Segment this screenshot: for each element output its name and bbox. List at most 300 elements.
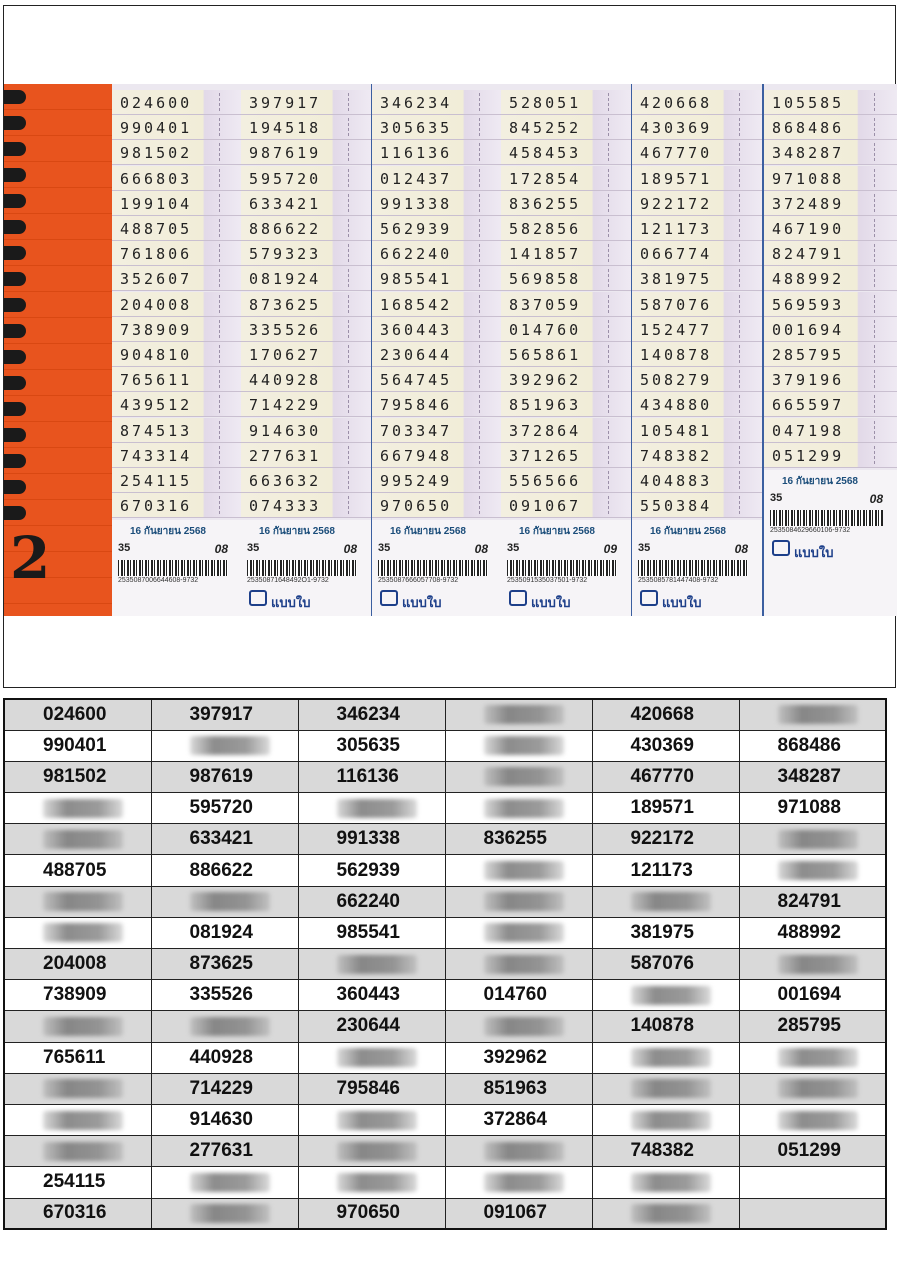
ticket-stub: [479, 471, 494, 489]
ticket-stub: [739, 395, 754, 413]
table-cell: [298, 949, 445, 980]
ticket-stub: [608, 395, 623, 413]
draw-date: 16 กันยายน 2568: [390, 526, 466, 538]
table-cell: [739, 730, 886, 761]
ticket: [241, 115, 371, 140]
ticket: [241, 292, 371, 317]
ticket-number: 360443: [380, 320, 453, 339]
ticket-number: 372864: [509, 421, 582, 440]
table-cell: [445, 730, 592, 761]
table-cell: [151, 1198, 298, 1229]
ticket-stub: [739, 496, 754, 514]
table-cell: [4, 886, 151, 917]
ticket-number: 874513: [120, 421, 193, 440]
ticket-stub: [219, 345, 234, 363]
table-cell: [592, 1011, 739, 1042]
table-cell: [592, 1042, 739, 1073]
ticket-number: 748382: [630, 1140, 694, 1162]
table-cell: [4, 824, 151, 855]
ticket: [632, 418, 762, 443]
table-cell: [739, 1198, 886, 1229]
cover-number-two: 2: [10, 524, 51, 592]
ticket-stub: [608, 143, 623, 161]
blurred-number: [484, 1017, 564, 1036]
ticket-number: 105585: [772, 94, 845, 112]
ticket-number: 662240: [336, 890, 400, 912]
barcode-number: 2535091535037501-9732: [507, 577, 588, 585]
cover-ribbon-knot: [4, 116, 26, 130]
table-cell: [4, 793, 151, 824]
series-number: 35: [378, 542, 391, 555]
barcode: [247, 560, 357, 576]
table-cell: [445, 761, 592, 792]
table-cell: [592, 855, 739, 886]
ticket: [501, 342, 631, 367]
barcode: [118, 560, 228, 576]
table-cell: [4, 1073, 151, 1104]
ticket-stub: [219, 446, 234, 464]
set-number: 08: [474, 542, 488, 557]
cover-ribbon-knot: [4, 246, 26, 260]
ticket-number: 440928: [249, 371, 322, 390]
ticket: [241, 493, 371, 518]
ticket-stub: [348, 345, 363, 363]
barcode-number: 2535084629660106-9732: [770, 527, 851, 534]
cover-ribbon-knot: [4, 90, 26, 104]
ticket-number: 633421: [249, 194, 322, 213]
table-row: [4, 793, 886, 824]
set-number: 08: [869, 492, 883, 506]
table-cell: [298, 1073, 445, 1104]
ticket-number: 868486: [777, 734, 841, 756]
ticket-number: 488992: [772, 270, 845, 289]
blurred-number: [43, 830, 123, 849]
ticket-number: 024600: [43, 703, 107, 725]
ticket-number: 168542: [380, 295, 453, 314]
ticket-number: 467190: [772, 220, 845, 238]
ticket-number: 277631: [249, 446, 322, 465]
blurred-number: [337, 1142, 417, 1161]
ticket-footer: [112, 520, 242, 616]
ticket: [501, 140, 631, 165]
table-cell: [592, 761, 739, 792]
ticket-footer: [501, 520, 631, 616]
table-row: [4, 1136, 886, 1167]
ticket-number: 121173: [630, 859, 693, 881]
ticket-stub: [874, 269, 889, 287]
table-cell: [4, 761, 151, 792]
blurred-number: [778, 1048, 858, 1067]
ticket: [112, 317, 242, 342]
l6-logo-icon: [249, 590, 267, 606]
ticket-number: 795846: [336, 1077, 400, 1099]
ticket-number: 430369: [640, 119, 713, 138]
ticket-stub: [219, 320, 234, 338]
ticket-number: 990401: [120, 119, 193, 138]
ticket: [372, 443, 502, 468]
ticket-number: 066774: [640, 245, 713, 264]
ticket: [632, 115, 762, 140]
ticket-number: 404883: [640, 472, 713, 490]
blurred-number: [190, 1017, 270, 1036]
table-cell: [739, 1042, 886, 1073]
ticket: [372, 292, 502, 317]
ticket-type-label: แบบใบ: [531, 595, 571, 611]
ticket-stub: [874, 320, 889, 338]
ticket-number: 152477: [640, 320, 713, 339]
blurred-number: [43, 1111, 123, 1130]
ticket-stub: [608, 118, 623, 136]
draw-date: 16 กันยายน 2568: [782, 476, 858, 487]
blurred-number: [190, 736, 270, 755]
blurred-number: [631, 1079, 711, 1098]
ticket: [241, 216, 371, 241]
ticket-stub: [479, 446, 494, 464]
ticket: [501, 443, 631, 468]
blurred-number: [484, 1142, 564, 1161]
blurred-number: [43, 1017, 123, 1036]
ticket-number: 990401: [43, 734, 107, 756]
ticket: [112, 367, 242, 392]
table-cell: [445, 980, 592, 1011]
table-row: [4, 824, 886, 855]
ticket-number: 765611: [43, 1046, 106, 1068]
series-number: 35: [638, 542, 651, 555]
ticket-stub: [479, 93, 494, 111]
ticket-number: 991338: [336, 828, 400, 850]
ticket-stub: [874, 194, 889, 212]
ticket: [372, 140, 502, 165]
ticket: [501, 115, 631, 140]
ticket-number: 254115: [43, 1171, 106, 1193]
ticket-stub: [608, 169, 623, 187]
ticket-strip: [632, 84, 762, 616]
table-cell: [4, 917, 151, 948]
ticket-stub: [739, 143, 754, 161]
table-cell: [298, 1011, 445, 1042]
cover-ribbon-knot: [4, 194, 26, 208]
table-cell: [4, 1136, 151, 1167]
table-cell: [739, 1104, 886, 1135]
ticket-stub: [348, 269, 363, 287]
ticket-number: 254115: [120, 472, 193, 490]
table-cell: [739, 1011, 886, 1042]
ticket: [764, 418, 897, 443]
ticket: [372, 342, 502, 367]
table-row: [4, 1042, 886, 1073]
ticket: [764, 191, 897, 216]
table-cell: [592, 1167, 739, 1198]
ticket-stub: [739, 118, 754, 136]
ticket-number: 420668: [640, 94, 713, 112]
blurred-number: [43, 892, 123, 911]
ticket-number: 392962: [509, 371, 582, 390]
ticket-number: 703347: [380, 421, 453, 440]
ticket-stub: [874, 395, 889, 413]
ticket: [764, 342, 897, 367]
ticket-number: 663632: [249, 472, 322, 490]
ticket-stub: [739, 295, 754, 313]
table-cell: [4, 855, 151, 886]
ticket-number: 371265: [509, 446, 582, 465]
ticket-stub: [874, 370, 889, 388]
ticket-number: 121173: [640, 220, 713, 238]
ticket: [764, 166, 897, 191]
ticket-number-table: [3, 698, 887, 1230]
ticket: [501, 392, 631, 417]
ticket: [764, 241, 897, 266]
ticket: [112, 342, 242, 367]
ticket-number: 550384: [640, 497, 713, 516]
ticket-stub: [479, 395, 494, 413]
ticket-type-label: แบบใบ: [271, 595, 311, 611]
ticket-number: 081924: [249, 270, 322, 289]
table-cell: [739, 824, 886, 855]
ticket: [764, 317, 897, 342]
ticket-number: 795846: [380, 396, 453, 415]
ticket-stub: [608, 295, 623, 313]
ticket: [501, 317, 631, 342]
ticket: [112, 468, 242, 493]
ticket-number: 886622: [189, 859, 253, 881]
table-cell: [592, 1073, 739, 1104]
ticket: [764, 216, 897, 241]
table-cell: [592, 1104, 739, 1135]
blurred-number: [337, 1048, 417, 1067]
table-cell: [739, 1073, 886, 1104]
orange-ticket-cover: [4, 84, 112, 616]
ticket-stub: [608, 93, 623, 111]
ticket-number: 024600: [120, 94, 193, 112]
table-cell: [739, 917, 886, 948]
table-cell: [4, 730, 151, 761]
ticket: [632, 166, 762, 191]
l6-logo-icon: [380, 590, 398, 606]
ticket-stub: [348, 471, 363, 489]
ticket-stub: [874, 169, 889, 187]
ticket-number: 420668: [630, 703, 694, 725]
ticket: [241, 367, 371, 392]
ticket-number: 440928: [189, 1046, 253, 1068]
ticket: [241, 418, 371, 443]
table-cell: [151, 886, 298, 917]
ticket-number: 091067: [509, 497, 582, 516]
ticket-stub: [608, 269, 623, 287]
table-cell: [592, 824, 739, 855]
ticket-stub: [608, 244, 623, 262]
ticket-number: 922172: [640, 194, 713, 213]
ticket-number: 140878: [640, 346, 713, 364]
ticket: [372, 166, 502, 191]
cover-ribbon-knot: [4, 428, 26, 442]
table-row: [4, 886, 886, 917]
barcode: [770, 510, 883, 526]
blurred-number: [778, 861, 858, 880]
ticket: [372, 468, 502, 493]
table-cell: [739, 761, 886, 792]
ticket-stub: [348, 295, 363, 313]
table-cell: [739, 980, 886, 1011]
ticket-number: 116136: [336, 765, 399, 787]
ticket: [241, 140, 371, 165]
ticket: [632, 292, 762, 317]
ticket-stub: [739, 93, 754, 111]
ticket-number: 748382: [640, 446, 713, 465]
ticket-number: 824791: [777, 890, 841, 912]
ticket-number: 971088: [777, 797, 841, 819]
ticket: [764, 140, 897, 165]
ticket: [241, 317, 371, 342]
ticket-number: 381975: [630, 921, 694, 943]
ticket: [241, 443, 371, 468]
photo-frame: [3, 5, 896, 688]
ticket-stub: [219, 194, 234, 212]
ticket-stub: [348, 169, 363, 187]
ticket-stub: [348, 118, 363, 136]
ticket-number: 189571: [630, 797, 694, 819]
table-row: [4, 980, 886, 1011]
ticket-number: 845252: [509, 119, 582, 138]
ticket-stub: [479, 269, 494, 287]
table-cell: [592, 699, 739, 730]
table-cell: [445, 1042, 592, 1073]
blurred-number: [190, 1204, 270, 1223]
ticket-number: 001694: [772, 320, 845, 339]
ticket-stub: [479, 421, 494, 439]
ticket: [501, 241, 631, 266]
ticket-number: 397917: [189, 703, 253, 725]
ticket: [241, 342, 371, 367]
ticket-number: 091067: [483, 1202, 547, 1224]
cover-ribbon-knot: [4, 454, 26, 468]
ticket-number: 348287: [772, 144, 845, 163]
cover-ribbon-knot: [4, 142, 26, 156]
table-cell: [592, 1136, 739, 1167]
table-cell: [4, 1042, 151, 1073]
blurred-number: [631, 1173, 711, 1192]
table-cell: [151, 699, 298, 730]
table-cell: [445, 917, 592, 948]
ticket-number: 230644: [336, 1015, 400, 1037]
ticket-stub: [739, 269, 754, 287]
ticket-number: 230644: [380, 346, 453, 364]
ticket-stub: [219, 295, 234, 313]
ticket-stub: [874, 295, 889, 313]
ticket: [632, 191, 762, 216]
table-cell: [298, 1167, 445, 1198]
ticket-number: 670316: [43, 1202, 107, 1224]
ticket-stub: [219, 244, 234, 262]
table-cell: [298, 699, 445, 730]
ticket: [632, 443, 762, 468]
table-cell: [592, 980, 739, 1011]
draw-date: 16 กันยายน 2568: [130, 526, 206, 538]
ticket: [112, 292, 242, 317]
ticket-number: 012437: [380, 169, 453, 188]
ticket-stub: [479, 219, 494, 237]
ticket-number: 836255: [483, 828, 547, 850]
ticket-number: 714229: [189, 1077, 253, 1099]
ticket-number: 562939: [380, 220, 453, 238]
ticket-number: 467770: [640, 144, 713, 163]
table-cell: [298, 1136, 445, 1167]
ticket: [112, 166, 242, 191]
cover-ribbon-knot: [4, 480, 26, 494]
barcode-number: 2535087006644608-9732: [118, 577, 199, 585]
blurred-number: [484, 923, 564, 942]
ticket-number: 285795: [772, 346, 845, 364]
ticket-number: 199104: [120, 194, 193, 213]
ticket: [632, 367, 762, 392]
ticket-stub: [348, 421, 363, 439]
ticket-number: 051299: [777, 1140, 841, 1162]
ticket: [501, 418, 631, 443]
table-row: [4, 1198, 886, 1229]
barcode-number: 2535085781447408-9732: [638, 577, 719, 585]
ticket-stub: [739, 244, 754, 262]
ticket-stub: [608, 320, 623, 338]
blurred-number: [484, 705, 564, 724]
ticket: [501, 367, 631, 392]
ticket: [372, 418, 502, 443]
cover-ribbon-knot: [4, 324, 26, 338]
ticket-number: 014760: [509, 320, 582, 339]
table-cell: [151, 1136, 298, 1167]
blurred-number: [484, 799, 564, 818]
blurred-number: [43, 923, 123, 942]
ticket: [501, 191, 631, 216]
ticket-number: 488992: [777, 921, 841, 943]
ticket-stub: [739, 446, 754, 464]
ticket-number: 582856: [509, 220, 582, 238]
ticket: [372, 317, 502, 342]
ticket-number: 837059: [509, 295, 582, 314]
cover-ribbon-knot: [4, 298, 26, 312]
ticket: [241, 90, 371, 115]
ticket: [632, 342, 762, 367]
table-cell: [445, 1011, 592, 1042]
table-cell: [592, 730, 739, 761]
ticket-number: 743314: [120, 446, 193, 465]
blurred-number: [778, 705, 858, 724]
ticket-stub: [348, 143, 363, 161]
ticket-number: 873625: [249, 295, 322, 314]
ticket-stub: [739, 345, 754, 363]
ticket-stub: [219, 370, 234, 388]
ticket-number: 305635: [380, 119, 453, 138]
ticket-stub: [219, 496, 234, 514]
ticket-stub: [348, 370, 363, 388]
ticket-number: 372489: [772, 194, 845, 213]
ticket-stub: [739, 320, 754, 338]
ticket-number: 738909: [120, 320, 193, 339]
ticket-stub: [479, 169, 494, 187]
ticket: [501, 266, 631, 291]
ticket-number: 587076: [630, 953, 694, 975]
table-cell: [445, 1104, 592, 1135]
ticket-number: 665597: [772, 396, 845, 415]
ticket-number: 189571: [640, 169, 713, 188]
ticket-number: 914630: [189, 1109, 253, 1131]
ticket-stub: [348, 244, 363, 262]
blurred-number: [484, 767, 564, 786]
cover-ribbon-knot: [4, 272, 26, 286]
table-cell: [739, 699, 886, 730]
ticket: [764, 292, 897, 317]
ticket-number: 001694: [777, 984, 841, 1006]
blurred-number: [484, 736, 564, 755]
ticket-number: 172854: [509, 169, 582, 188]
